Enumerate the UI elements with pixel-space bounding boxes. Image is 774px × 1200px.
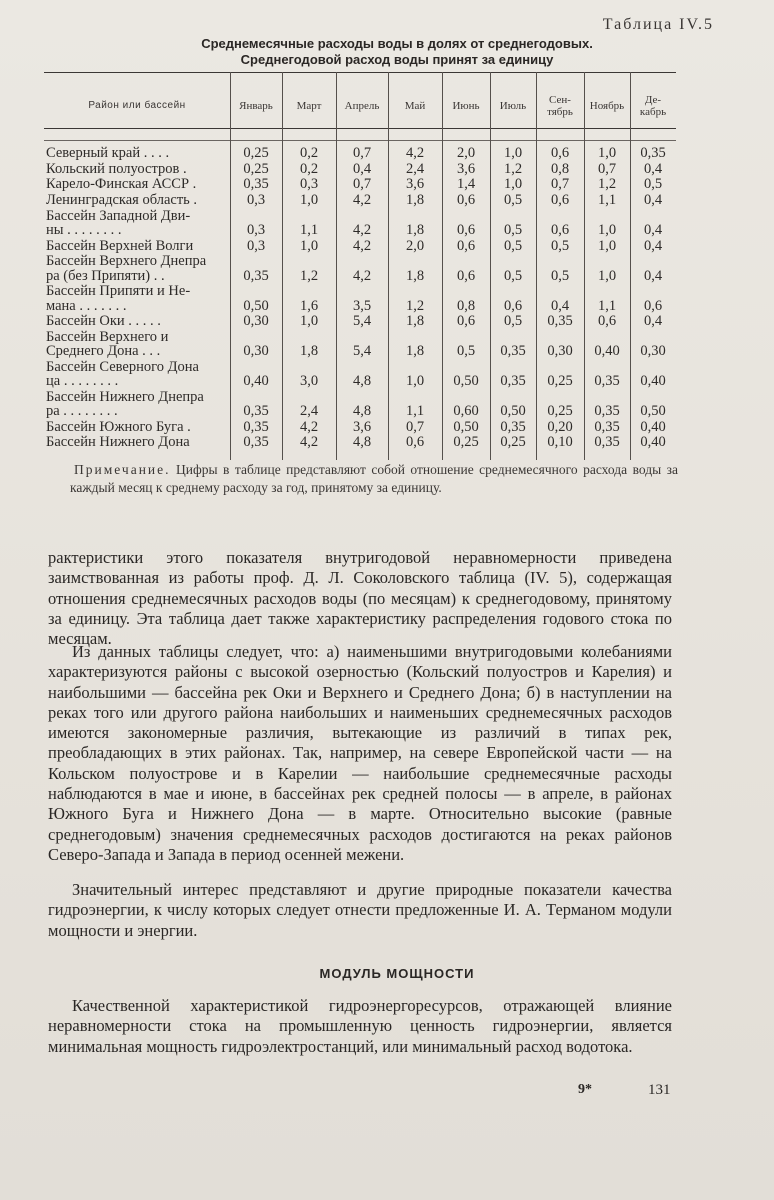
table-cell: 0,8	[456, 297, 476, 314]
table-cell: 1,0	[597, 267, 617, 284]
table-rule	[44, 72, 676, 73]
table-cell: 0,50	[243, 297, 269, 314]
row-region-name: Бассейн Нижнего Дона	[46, 435, 190, 450]
row-region-name: Бассейн Верхнего Днепра	[46, 254, 207, 269]
table-cell: 1,0	[503, 145, 523, 161]
table-cell: 1,8	[299, 343, 319, 360]
table-cell: 4,8	[352, 434, 372, 451]
header-month: Де- кабрь	[639, 94, 667, 118]
table-cell: 0,40	[640, 373, 666, 389]
header-month: Апрель	[344, 100, 380, 112]
table-cell: 5,4	[352, 343, 372, 360]
table-cell: 0,6	[643, 297, 663, 314]
table-rule	[44, 140, 676, 141]
table-cell: 0,6	[550, 222, 570, 238]
table-cell: 0,5	[550, 267, 570, 284]
table-cell: 1,8	[405, 192, 425, 209]
paragraph-1: рактеристики этого показателя внутригодовой неравномерности приведена заимствованная из работы проф. Д. Л. Соколовского таблица (IV. 5), содержащая отношения среднемесячных расходов воды (по месяцам) к среднегодовому, принятому за единицу. Эта таблица дает также характеристику распределения годового стока по месяцам.	[48, 548, 672, 649]
table-cell: 0,6	[456, 313, 476, 330]
table-cell: 1,1	[597, 192, 617, 209]
row-region-name: Ленинградская область .	[46, 193, 198, 208]
table-cell: 4,2	[352, 222, 372, 238]
table-cell: 4,8	[352, 373, 372, 389]
table-cell: 0,35	[594, 418, 620, 435]
table-caption-line-2: Среднегодовой расход воды принят за единицу	[240, 52, 554, 67]
row-region-name: Бассейн Верхнего и	[46, 329, 169, 344]
table-cell: 0,6	[456, 192, 476, 209]
table-cell: 0,35	[243, 418, 269, 435]
table-cell: 0,5	[503, 313, 523, 330]
table-rule	[44, 128, 676, 129]
header-month: Май	[404, 100, 426, 112]
table-cell: 0,35	[243, 402, 269, 419]
table-cell: 0,3	[246, 222, 266, 238]
section-heading: МОДУЛЬ МОЩНОСТИ	[319, 966, 475, 981]
table-cell: 1,8	[405, 313, 425, 330]
table-cell: 0,25	[547, 373, 573, 389]
table-cell: 1,1	[597, 297, 617, 314]
table-cell: 1,0	[299, 313, 319, 330]
table-cell: 0,2	[299, 145, 319, 161]
note-text: Цифры в таблице представляют собой отношение среднемесячного расхода воды за каждый месяц к среднему расходу за год, принятому за единицу.	[70, 462, 678, 495]
table-cell: 0,30	[243, 313, 269, 330]
table-cell: 0,5	[503, 267, 523, 284]
table-cell: 0,5	[503, 237, 523, 254]
table-cell: 0,7	[352, 145, 372, 161]
row-region-name: Бассейн Нижнего Днепра	[46, 389, 204, 404]
page-number: 131	[648, 1082, 671, 1098]
row-region-name: Бассейн Верхней Волги	[46, 238, 194, 253]
table-cell: 0,7	[597, 160, 617, 177]
table-cell: 0,4	[643, 192, 663, 209]
table-cell: 2,4	[299, 402, 319, 419]
table-cell: 0,30	[243, 343, 269, 360]
table-cell: 0,25	[243, 160, 269, 177]
table-cell: 1,2	[503, 160, 523, 177]
table-cell: 0,35	[500, 418, 526, 435]
table-cell: 0,20	[547, 418, 573, 435]
table-cell: 4,2	[352, 237, 372, 254]
paragraph-3: Значительный интерес представляют и другие природные показатели качества гидроэнергии, к числу которых следует отнести предложенные И. А. Терманом модули мощности и энергии.	[48, 880, 672, 940]
row-region-name: Бассейн Оки . . . . .	[46, 314, 161, 329]
table-cell: 1,0	[503, 176, 523, 193]
table-cell: 3,6	[352, 418, 372, 435]
table-cell: 0,4	[643, 222, 663, 238]
note-label: Примечание.	[74, 462, 171, 477]
table-cell: 4,2	[299, 434, 319, 451]
header-month: Сен- тябрь	[547, 94, 573, 118]
table-cell: 0,40	[640, 418, 666, 435]
table-cell: 0,6	[597, 313, 617, 330]
table-cell: 0,3	[246, 237, 266, 254]
row-region-name: ны . . . . . . . .	[46, 223, 122, 237]
table-caption-line-1: Среднемесячные расходы воды в долях от среднегодовых.	[201, 36, 593, 51]
table-cell: 1,0	[597, 237, 617, 254]
table-cell: 0,35	[547, 313, 573, 330]
column-rule	[536, 72, 537, 460]
table-cell: 0,6	[456, 222, 476, 238]
table-cell: 1,2	[405, 297, 425, 314]
table-cell: 0,6	[550, 192, 570, 209]
table-cell: 1,0	[597, 145, 617, 161]
table-cell: 1,0	[299, 237, 319, 254]
table-cell: 1,0	[405, 373, 425, 389]
table-cell: 3,6	[405, 176, 425, 193]
table-cell: 0,10	[547, 434, 573, 451]
table-cell: 0,5	[456, 343, 476, 360]
table-cell: 1,8	[405, 222, 425, 238]
table-cell: 0,60	[453, 402, 479, 419]
table-cell: 1,6	[299, 297, 319, 314]
table-cell: 4,2	[352, 267, 372, 284]
column-rule	[336, 72, 337, 460]
table-cell: 2,0	[456, 145, 476, 161]
header-month: Июль	[499, 100, 527, 112]
table-cell: 0,35	[594, 373, 620, 389]
table-cell: 1,4	[456, 176, 476, 193]
table-cell: 0,4	[643, 313, 663, 330]
paragraph-2: Из данных таблицы следует, что: а) наименьшими внутригодовыми колебаниями характеризуются районы с высокой озерностью (Кольский полуостров и Карелия) и наибольшими — бассейна рек Оки и Верхнего и Среднего Дона; б) в наступлении на реках того или другого района наибольших и наименьших среднемесячных расходов имеются закономерные различия, вытекающие из различий в типах рек, преобладающих в этих районах. Так, например, на севере Европейской части — на Кольском полуострове и в Карелии — наибольшие среднемесячные расходы наблюдаются в мае и июне, в бассейнах рек средней полосы — в апреле, в районах Южного Буга и Нижнего Дона — в марте. Относительно высокие (равные среднегодовым) значения среднемесячных расходов достигаются на реках районов Северо-Запада и Запада в период осенней межени.	[48, 642, 672, 864]
table-cell: 0,8	[550, 160, 570, 177]
table-cell: 1,0	[597, 222, 617, 238]
column-rule	[584, 72, 585, 460]
row-region-name: Северный край . . . .	[46, 146, 170, 160]
table-cell: 0,35	[594, 402, 620, 419]
table-cell: 0,35	[243, 176, 269, 193]
row-region-name: Бассейн Припяти и Не-	[46, 284, 191, 299]
table-cell: 4,2	[299, 418, 319, 435]
table-cell: 0,5	[643, 176, 663, 193]
row-region-name: Бассейн Южного Буга .	[46, 419, 191, 434]
table-cell: 0,50	[453, 373, 479, 389]
table-cell: 0,35	[243, 434, 269, 451]
table-cell: 3,0	[299, 373, 319, 389]
table-cell: 0,25	[453, 434, 479, 451]
table-cell: 0,25	[547, 402, 573, 419]
table-cell: 0,4	[643, 267, 663, 284]
row-region-name: Среднего Дона . . .	[46, 344, 161, 359]
table-cell: 0,30	[547, 343, 573, 360]
header-region: Район или бассейн	[88, 100, 186, 111]
column-rule	[490, 72, 491, 460]
row-region-name: ра . . . . . . . .	[46, 403, 118, 418]
row-region-name: Бассейн Западной Дви-	[46, 208, 191, 223]
header-month: Январь	[239, 100, 273, 112]
row-region-name: Кольский полуостров .	[46, 161, 187, 176]
table-cell: 0,30	[640, 343, 666, 360]
table-cell: 0,35	[243, 267, 269, 284]
table-cell: 0,5	[550, 237, 570, 254]
table-cell: 1,1	[405, 402, 425, 419]
header-month: Июнь	[452, 100, 480, 112]
table-cell: 5,4	[352, 313, 372, 330]
table-cell: 4,2	[352, 192, 372, 209]
column-rule	[630, 72, 631, 460]
column-rule	[388, 72, 389, 460]
table-cell: 0,4	[643, 160, 663, 177]
header-month: Март	[296, 100, 322, 112]
signature-mark: 9*	[578, 1082, 592, 1097]
table-number: Таблица IV.5	[602, 16, 714, 33]
table-cell: 1,2	[299, 267, 319, 284]
table-cell: 3,5	[352, 297, 372, 314]
table-cell: 0,3	[246, 192, 266, 209]
table-cell: 0,25	[243, 145, 269, 161]
table-cell: 1,0	[299, 192, 319, 209]
column-rule	[282, 72, 283, 460]
table-cell: 3,6	[456, 160, 476, 177]
table-cell: 0,35	[500, 373, 526, 389]
table-cell: 4,2	[405, 145, 425, 161]
header-month: Ноябрь	[589, 100, 625, 112]
table-cell: 0,35	[640, 145, 666, 161]
table-cell: 1,8	[405, 343, 425, 360]
table-cell: 0,6	[550, 145, 570, 161]
table-cell: 2,0	[405, 237, 425, 254]
table-cell: 0,6	[456, 237, 476, 254]
table-cell: 1,8	[405, 267, 425, 284]
table-cell: 4,8	[352, 402, 372, 419]
table-cell: 0,6	[405, 434, 425, 451]
table-cell: 0,4	[643, 237, 663, 254]
table-cell: 0,2	[299, 160, 319, 177]
column-rule	[230, 72, 231, 460]
row-region-name: Бассейн Северного Дона	[46, 359, 199, 374]
table-cell: 0,50	[500, 402, 526, 419]
table-cell: 0,5	[503, 222, 523, 238]
column-rule	[442, 72, 443, 460]
paragraph-4: Качественной характеристикой гидроэнергоресурсов, отражающей влияние неравномерности стока на промышленную ценность гидроэнергии, является минимальная мощность гидроэлектростанций, или минимальный расход водотока.	[48, 996, 672, 1056]
table-cell: 0,50	[453, 418, 479, 435]
table-cell: 0,40	[243, 373, 269, 389]
data-table	[44, 72, 676, 460]
row-region-name: ра (без Припяти) . .	[46, 268, 165, 283]
table-cell: 0,4	[550, 297, 570, 314]
table-cell: 1,1	[299, 222, 319, 238]
table-cell: 0,50	[640, 402, 666, 419]
table-cell: 0,35	[500, 343, 526, 360]
table-cell: 0,6	[503, 297, 523, 314]
table-cell: 0,4	[352, 160, 372, 177]
table-cell: 0,3	[299, 176, 319, 193]
row-region-name: ца . . . . . . . .	[46, 374, 119, 388]
table-cell: 0,40	[640, 434, 666, 451]
table-cell: 0,40	[594, 343, 620, 360]
row-region-name: Карело-Финская АССР .	[46, 177, 197, 192]
table-note	[70, 461, 678, 497]
table-cell: 0,5	[503, 192, 523, 209]
table-cell: 0,6	[456, 267, 476, 284]
table-cell: 0,7	[405, 418, 425, 435]
table-cell: 0,7	[352, 176, 372, 193]
table-cell: 0,25	[500, 434, 526, 451]
table-cell: 0,7	[550, 176, 570, 193]
row-region-name: мана . . . . . . .	[46, 298, 127, 313]
table-cell: 0,35	[594, 434, 620, 451]
table-cell: 2,4	[405, 160, 425, 177]
table-cell: 1,2	[597, 176, 617, 193]
